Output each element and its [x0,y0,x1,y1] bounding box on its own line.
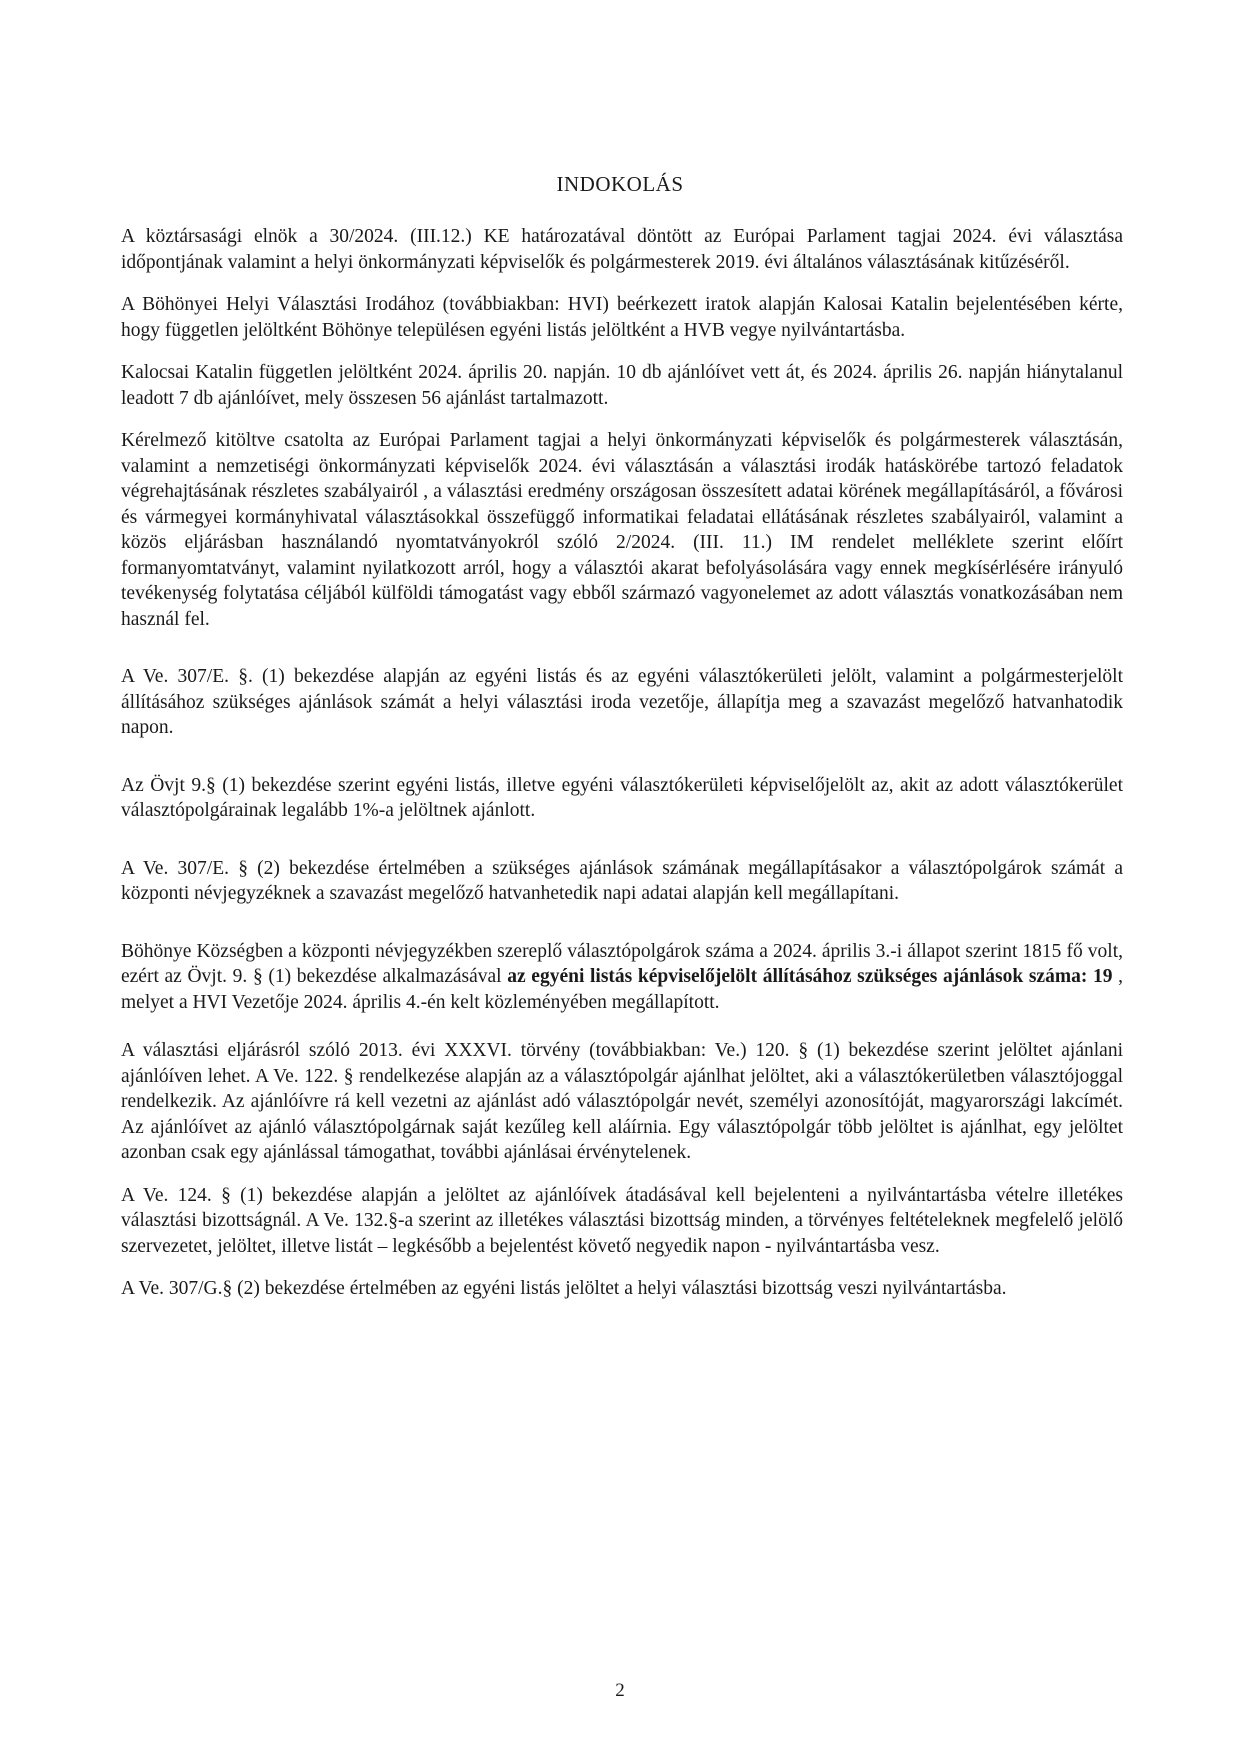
document-title: INDOKOLÁS [556,172,684,196]
page-number: 2 [615,1680,625,1701]
paragraph-ve-124: A Ve. 124. § (1) bekezdése alapján a jelöltet az ajánlóívek átadásával kell bejelenteni a nyilvántartásba vételre illetékes választási bizottságnál. A Ve. 132.§-a szerint az illetékes választási bizottság minden, a törvényes feltételeknek megfelelő jelölő szervezetet, jelöltet, illetve listát – legkésőbb a bejelentést követő negyedik napon - nyilvántartásba vesz. [121,1184,1123,1257]
paragraph-ve-307e-1: A Ve. 307/E. §. (1) bekezdése alapján az egyéni listás és az egyéni választókerületi jelölt, valamint a polgármesterjelölt állításához szükséges ajánlások számát a helyi választási iroda vezetője, állapítja meg a szavazást megelőző hatvanhatodik napon. [121,666,1123,738]
paragraph-required-recommendations [121,939,1123,1016]
required-recommendations-outro: , melyet a HVI Vezetője 2024. április 4.-én kelt közleményében megállapított. [121,966,1123,1013]
required-recommendations-intro: Böhönye Községben a központi névjegyzékben szereplő választópolgárok száma a 2024. április 3.-i állapot szerint 1815 fő volt, ezért az Övjt. 9. § (1) bekezdése alkalmazásával [121,940,1123,987]
paragraph-recommendation-sheets: Kalocsai Katalin független jelöltként 2024. április 20. napján. 10 db ajánlóívet vett át, és 2024. április 26. napján hiánytalanul leadott 7 db ajánlóívet, mely összesen 56 ajánlást tartalmazott. [121,362,1123,409]
required-recommendations-count: az egyéni listás képviselőjelölt állításához szükséges ajánlások száma: 19 [507,966,1113,987]
paragraph-election-decree: A köztársasági elnök a 30/2024. (III.12.) KE határozatával döntött az Európai Parlament tagjai 2024. évi választása időpontjának valamint a helyi önkormányzati képviselők és polgármesterek 2019. évi általános választásának kitűzéséről. [121,226,1123,273]
paragraph-ve-307g: A Ve. 307/G.§ (2) bekezdése értelmében az egyéni listás jelöltet a helyi választási bizottság veszi nyilvántartásba. [121,1278,1007,1299]
paragraph-ve-120: A választási eljárásról szóló 2013. évi XXXVI. törvény (továbbiakban: Ve.) 120. § (1) bekezdése szerint jelöltet ajánlani ajánlóíven lehet. A Ve. 122. § rendelkezése alapján az a választópolgár ajánlhat jelöltet, aki a választókerületben választójoggal rendelkezik. Az ajánlóívre rá kell vezetni az ajánlást adó választópolgár nevét, személyi azonosítóját, magyarországi lakcímét. Az ajánlóívet az ajánló választópolgárnak saját kezűleg kell aláírnia. Egy választópolgár több jelöltet is ajánlhat, egy jelöltet azonban csak egy ajánlással támogathat, további ajánlásai érvénytelenek. [121,1040,1123,1163]
document-body [121,224,1123,1302]
paragraph-ovjt-9: Az Övjt 9.§ (1) bekezdése szerint egyéni listás, illetve egyéni választókerületi képviselőjelölt az, akit az adott választókerület választópolgárainak legalább 1%-a jelöltnek ajánlott. [121,774,1123,821]
paragraph-registration-request: A Böhönyei Helyi Választási Irodához (továbbiakban: HVI) beérkezett iratok alapján Kalosai Katalin bejelentésében kérte, hogy független jelöltként Böhönye településen egyéni listás jelöltként a HVB vegye nyilvántartásba. [121,294,1123,341]
paragraph-ve-307e-2: A Ve. 307/E. § (2) bekezdése értelmében a szükséges ajánlások számának megállapításakor a választópolgárok számát a központi névjegyzéknek a szavazást megelőző hatvanhetedik napi adatai alapján kell megállapítani. [121,857,1123,904]
paragraph-attached-form: Kérelmező kitöltve csatolta az Európai Parlament tagjai a helyi önkormányzati képviselők és polgármesterek választásán, valamint a nemzetiségi önkormányzati képviselők 2024. évi választásán a választási irodák hatáskörébe tartozó feladatok végrehajtásának részletes szabályairól , a választási eredmény országosan összesített adatai körének megállapításáról, a fővárosi és vármegyei kormányhivatal választásokkal összefüggő informatikai feladatai ellátásának részletes szabályairól, valamint a közös eljárásban használandó nyomtatványokról szóló 2/2024. (III. 11.) IM rendelet melléklete szerint előírt formanyomtatványt, valamint nyilatkozott arról, hogy a választói akarat befolyásolására vagy ennek megkísérlésére irányuló tevékenység folytatása céljából külföldi támogatást vagy ebből származó vagyonelemet az adott választás vonatkozásában nem használ fel. [121,430,1123,630]
